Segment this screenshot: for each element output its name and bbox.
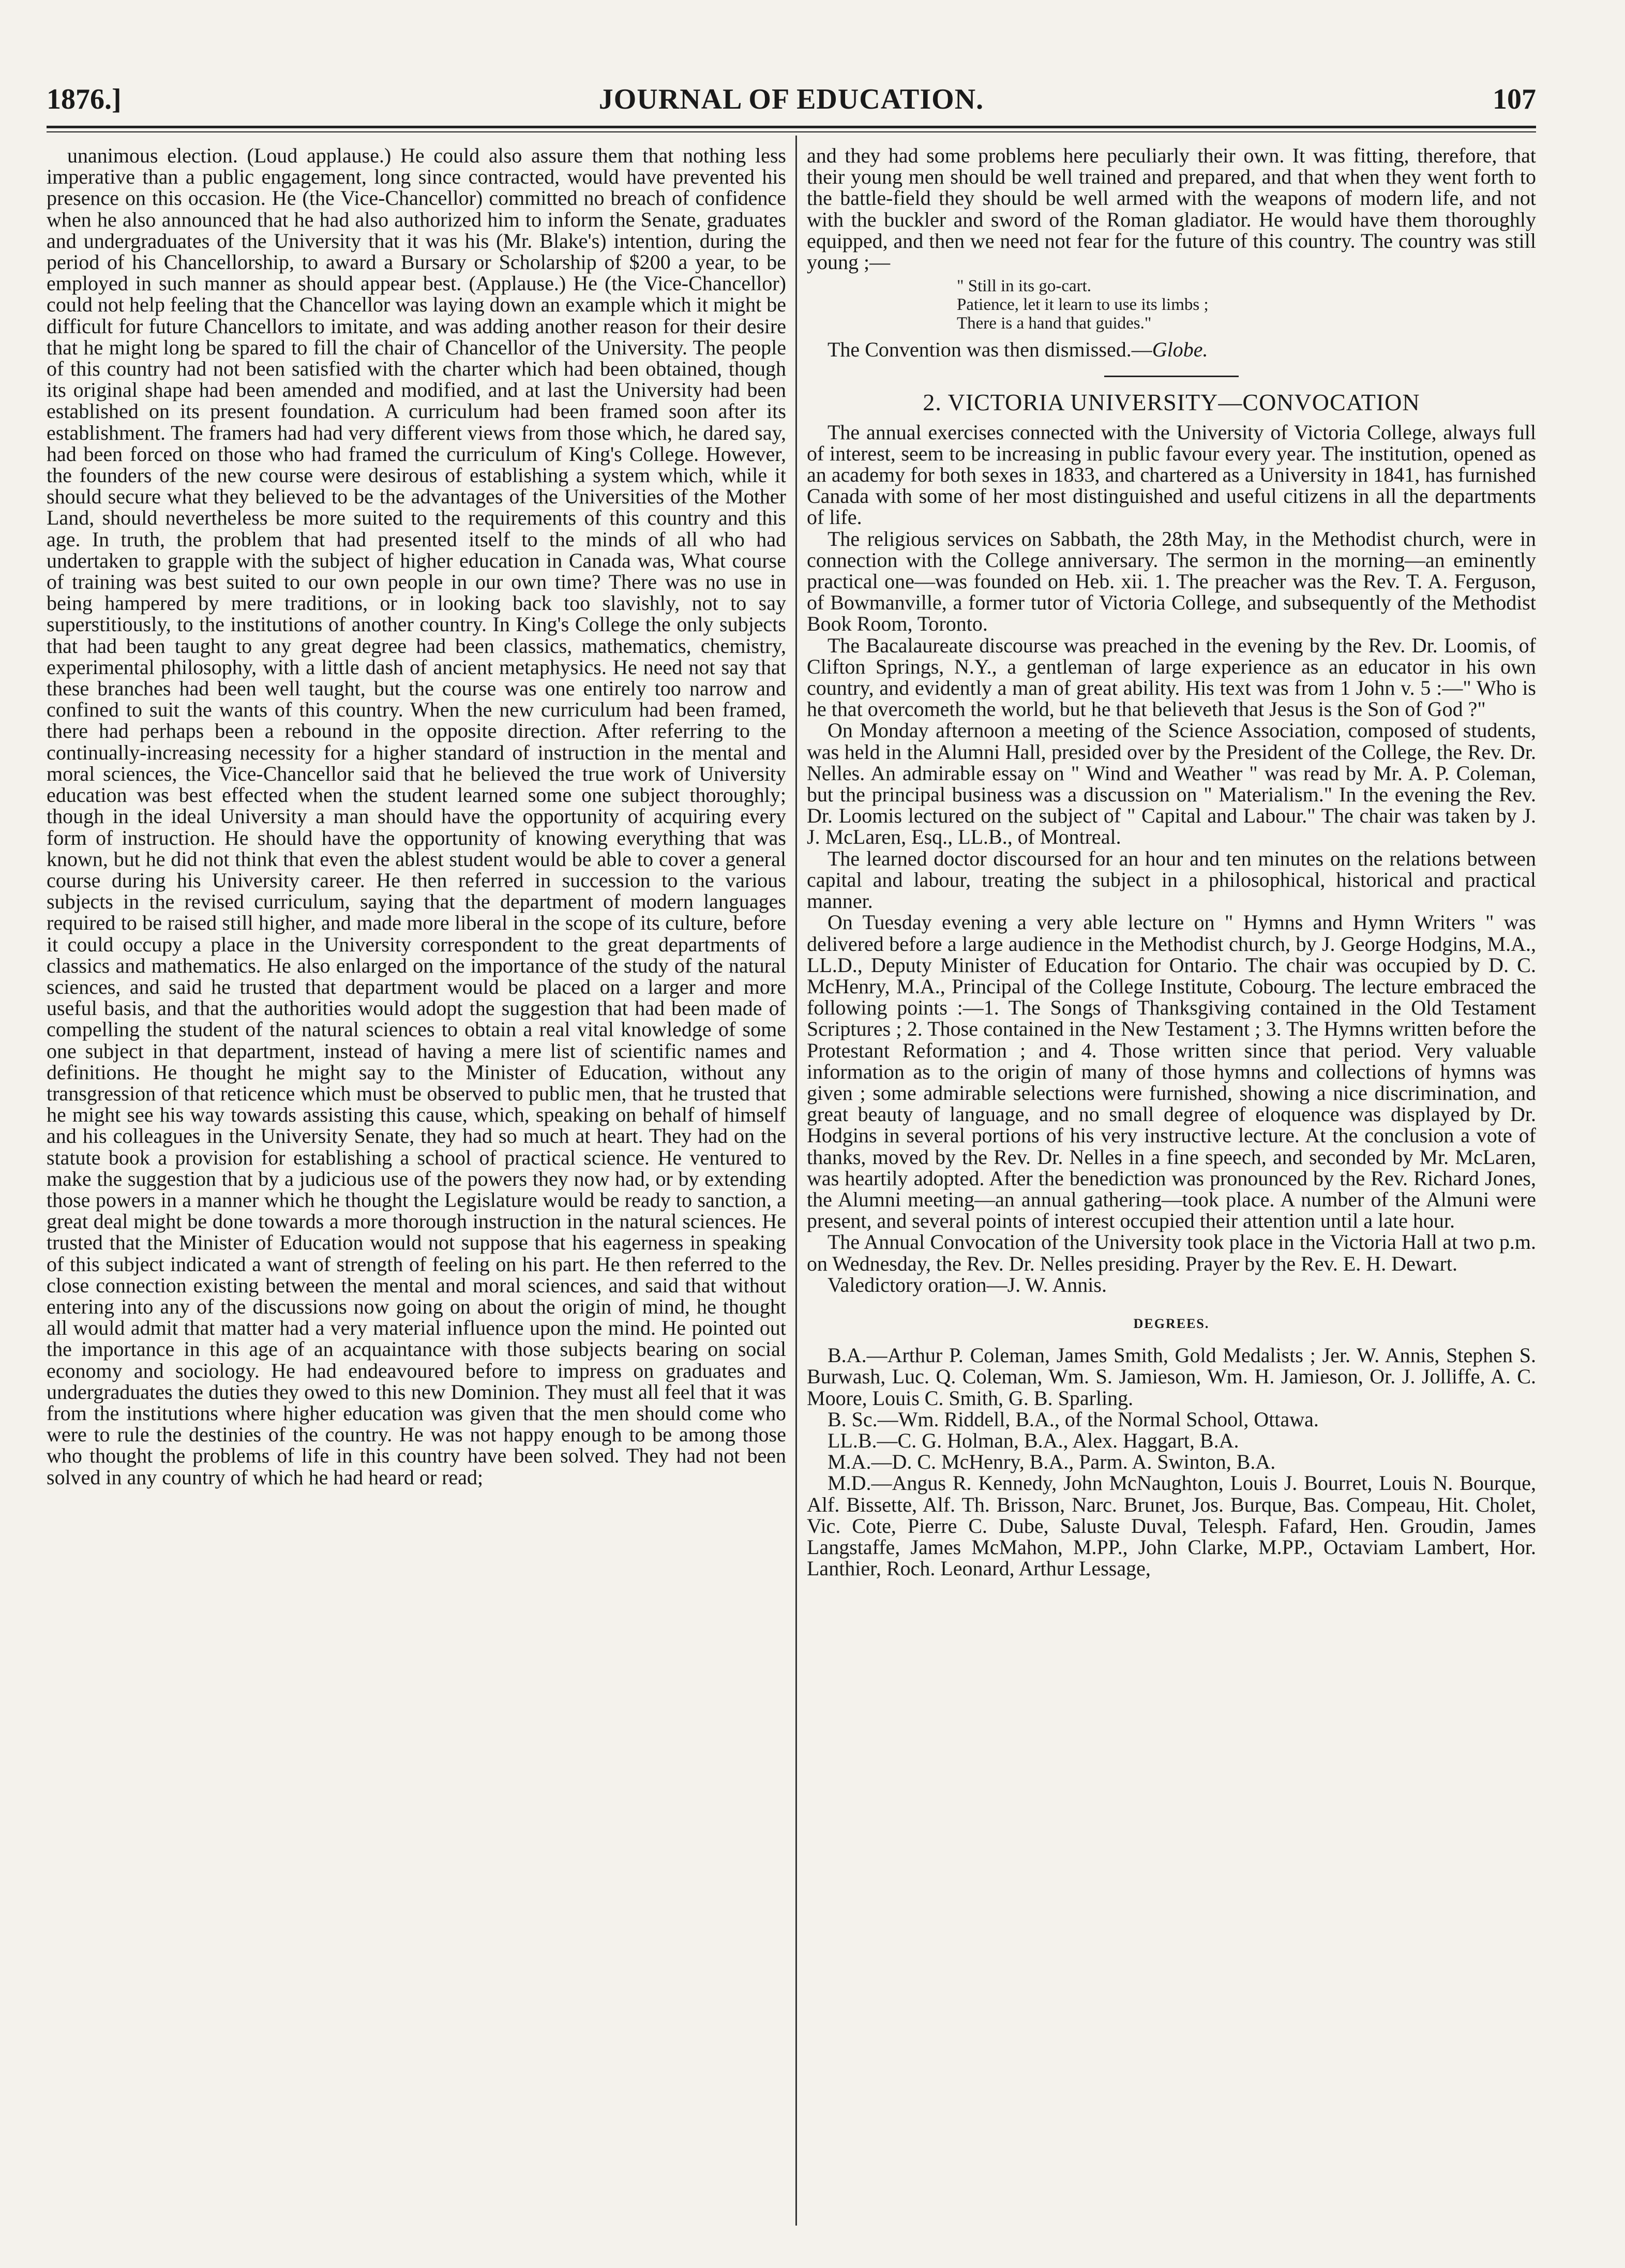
header-year: 1876.] (47, 83, 122, 115)
article-paragraph: The annual exercises connected with the University of Victoria College, always full of interest, seem to be increasing in public favour every year. The institution, opened as an academy for both sexes in 1833, and chartered as a University in 1841, has furnished Canada with some of her most distinguished and useful citizens in all the departments of life. (807, 420, 1536, 529)
degree-entry: B.A.—Arthur P. Coleman, James Smith, Gold Medalists ; Jer. W. Annis, Stephen S. Burwash, Luc. Q. Coleman, Wm. S. Jamieson, Wm. H. Jamieson, Or. J. Jolliffe, A. C. Moore, Louis C. Smith, G. B. Sparling. (807, 1344, 1536, 1410)
article-paragraph: The religious services on Sabbath, the 28th May, in the Methodist church, were in connection with the College anniversary. The sermon in the morning—an eminently practical one—was founded on Heb. xii. 1. The preacher was the Rev. T. A. Ferguson, of Bowmanville, a former tutor of Victoria College, and subsequently of the Methodist Book Room, Toronto. (807, 527, 1536, 636)
page-header (47, 83, 1536, 119)
journal-title: JOURNAL OF EDUCATION. (598, 83, 984, 115)
continuation-paragraph: and they had some problems here peculiarly their own. It was fitting, therefore, that their young men should be well trained and prepared, and that when they went forth to the battle-field they should be well armed with the weapons of modern life, and not with the buckler and sword of the Roman gladiator. He would have them thoroughly equipped, and then we need not fear for the future of this country. The country was still young ;— (807, 144, 1536, 274)
article-paragraph: The learned doctor discoursed for an hour and ten minutes on the relations between capital and labour, treating the subject in a philosophical, historical and practical manner. (807, 846, 1536, 913)
degree-entry: B. Sc.—Wm. Riddell, B.A., of the Normal School, Ottawa. (827, 1407, 1319, 1431)
page-number: 107 (1493, 83, 1536, 115)
closing-line (807, 339, 1536, 360)
article-paragraph: On Monday afternoon a meeting of the Science Association, composed of students, was held in the Alumni Hall, presided over by the President of the College, the Rev. Dr. Nelles. An admirable essay on " Wind and Weather " was read by Mr. A. P. Coleman, but the principal business was a discussion on " Materialism." In the evening the Rev. Dr. Loomis lectured on the subject of " Capital and Labour." The chair was taken by J. J. McLaren, Esq., LL.B., of Montreal. (807, 719, 1536, 849)
degrees-heading: DEGREES. (1133, 1316, 1210, 1331)
closing-source: Globe. (1152, 338, 1208, 362)
degree-entry: M.A.—D. C. McHenry, B.A., Parm. A. Swinton, B.A. (827, 1450, 1276, 1474)
header-rule-thick (47, 126, 1536, 128)
left-paragraph-1: unanimous election. (Loud applause.) He could also assure them that nothing less imperative than a public engagement, long since contracted, would have prevented his presence on this occasion. He (the Vice-Chancellor) committed no breach of confidence when he also announced that he had also authorized him to inform the Senate, graduates and undergraduates of the University that it was his (Mr. Blake's) intention, during the period of his Chancellorship, to award a Bursary or Scholarship of $200 a year, to be employed in such manner as should appear best. (Applause.) He (the Vice-Chancellor) could not help feeling that the Chancellor was laying down an example which it might be difficult for future Chancellors to imitate, and was adding another reason for their desire that he might long be spared to fill the chair of Chancellor of the University. The people of this country had not been satisfied with the charter which had been obtained, though its original shape had been amended and modified, and at last the University had been established on its present foundation. A curriculum had been framed soon after its establishment. The framers had had very different views from those which, he dared say, had been forced on those who had framed the curriculum of King's College. However, the founders of the new course were desirous of establishing a system which, while it should secure what they believed to be the advantages of the Universities of the Mother Land, should nevertheless be more suited to the requirements of this country and this age. In truth, the problem that had presented itself to the minds of all who had undertaken to grapple with the subject of higher education in Canada was, What course of training was best suited to our own people in our own time? There was no use in being hampered by mere traditions, or in looking back too slavishly, not to say superstitiously, to the institutions of another country. In King's College the only subjects that had been taught to any great degree had been classics, mathematics, chemistry, experimental philosophy, with a little dash of ancient metaphysics. He need not say that these branches had been well taught, but the course was one entirely too narrow and confined to suit the wants of this country. When the new curriculum had been framed, there had perhaps been a rebound in the opposite direction. After referring to the continually-increasing necessity for a higher standard of instruction in the mental and moral sciences, the Vice-Chancellor said that he believed the true work of University education was best effected when the student learned some one subject thoroughly; though in the ideal University a man should have the opportunity of acquiring every form of instruction. He should have the opportunity of knowing everything that was known, but he did not think that even the ablest student would be able to cover a general course during his University career. He then referred in succession to the various subjects in the revised curriculum, saying that the department of modern languages required to be raised still higher, and made more liberal in the scope of its culture, before it could occupy a place in the University correspondent to the great departments of classics and mathematics. He also enlarged on the importance of the study of the natural sciences, and said he trusted that department would be placed on a larger and more useful basis, and that the authorities would adopt the suggestion that had been made of compelling the student of the natural sciences to obtain a real vital knowledge of some one subject in that department, instead of having a mere list of scientific names and definitions. He thought he might say to the Minister of Education, without any transgression of that reticence which must be observed to public men, that he trusted that he might see his way towards assisting this cause, which, speaking on behalf of himself and his colleagues in the University Senate, they had so much at heart. They had on the statute book a provision for establishing a school of practical science. He ventured to make the suggestion that by a judicious use of the powers they now had, or by extending those powers in a manner which he thought the Legislature would be ready to sanction, a great deal might be done towards a more thorough instruction in the natural sciences. He trusted that the Minister of Education would not suppose that his eagerness in speaking of this subject indicated a want of strength of feeling on his part. He then referred to the close connection existing between the mental and moral sciences, and said that without entering into any of the discussions now going on about the origin of mind, he thought all would admit that matter had a very material influence upon the mind. He pointed out the importance in this age of an acquaintance with those subjects bearing on social economy and sociology. He had endeavoured before to impress on graduates and undergraduates the duties they owed to this new Dominion. They must all feel that it was from the institutions where higher education was given that the men should come who were to rule the destinies of the country. He was not happy enough to be among those who thought the problems of life in this country have been solved. They had not been solved in any country of which he had heard or read; (47, 144, 786, 1489)
degree-entry: LL.B.—C. G. Holman, B.A., Alex. Haggart, B.A. (827, 1428, 1239, 1452)
header-rule-thin (47, 131, 1536, 132)
degree-entry: M.D.—Angus R. Kennedy, John McNaughton, Louis J. Bourret, Louis N. Bourque, Alf. Bissette, Alf. Th. Brisson, Narc. Brunet, Jos. Burque, Bas. Compeau, Hit. Cholet, Vic. Cote, Pierre C. Dube, Saluste Duval, Telesph. Fafard, Hen. Groudin, James Langstaffe, James McMahon, M.PP., John Clarke, M.PP., Octaviam Lambert, Hor. Lanthier, Roch. Leonard, Arthur Lessage, (807, 1471, 1536, 1580)
article-paragraph: On Tuesday evening a very able lecture on " Hymns and Hymn Writers " was delivered before a large audience in the Methodist church, by J. George Hodgins, M.A., LL.D., Deputy Minister of Education for Ontario. The chair was occupied by D. C. McHenry, M.A., Principal of the College Institute, Cobourg. The lecture embraced the following points :—1. The Songs of Thanksgiving contained in the Old Testament Scriptures ; 2. Those contained in the New Testament ; 3. The Hymns written before the Protestant Reformation ; and 4. Those written since that period. Very valuable information as to the origin of many of those hymns and collections of hymns was given ; some admirable selections were furnished, showing a nice discrimination, and great beauty of language, and no small degree of eloquence was displayed by Dr. Hodgins in several portions of his very instructive lecture. At the conclusion a vote of thanks, moved by the Rev. Dr. Nelles in a fine speech, and seconded by Mr. McLaren, was heartily adopted. After the benediction was pronounced by the Rev. Richard Jones, the Alumni meeting—an annual gathering—took place. A number of the Almuni were present, and several points of interest occupied their attention until a late hour. (807, 911, 1536, 1233)
section-title: 2. VICTORIA UNIVERSITY—CONVOCATION (923, 389, 1420, 416)
left-column (47, 145, 786, 1488)
closing-text: The Convention was then dismissed.— (827, 338, 1152, 362)
column-divider (795, 136, 797, 2226)
verse-line: " Still in its go-cart. (957, 277, 1092, 296)
section-rule (1104, 376, 1239, 377)
article-paragraph: Valedictory oration—J. W. Annis. (827, 1273, 1107, 1296)
article-paragraph: The Bacalaureate discourse was preached in the evening by the Rev. Dr. Loomis, of Clifton Springs, N.Y., a gentleman of large experience as an educator in his own country, and evidently a man of great ability. His text was from 1 John v. 5 :—" Who is he that overcometh the world, but he that believeth that Jesus is the Son of God ?" (807, 633, 1536, 721)
right-column (807, 145, 1536, 1579)
article-paragraph: The Annual Convocation of the University took place in the Victoria Hall at two p.m. on Wednesday, the Rev. Dr. Nelles presiding. Prayer by the Rev. E. H. Dewart. (807, 1230, 1536, 1275)
verse-line: There is a hand that guides." (957, 314, 1152, 333)
verse-line: Patience, let it learn to use its limbs ; (957, 295, 1209, 315)
verse-quote (957, 277, 1536, 333)
